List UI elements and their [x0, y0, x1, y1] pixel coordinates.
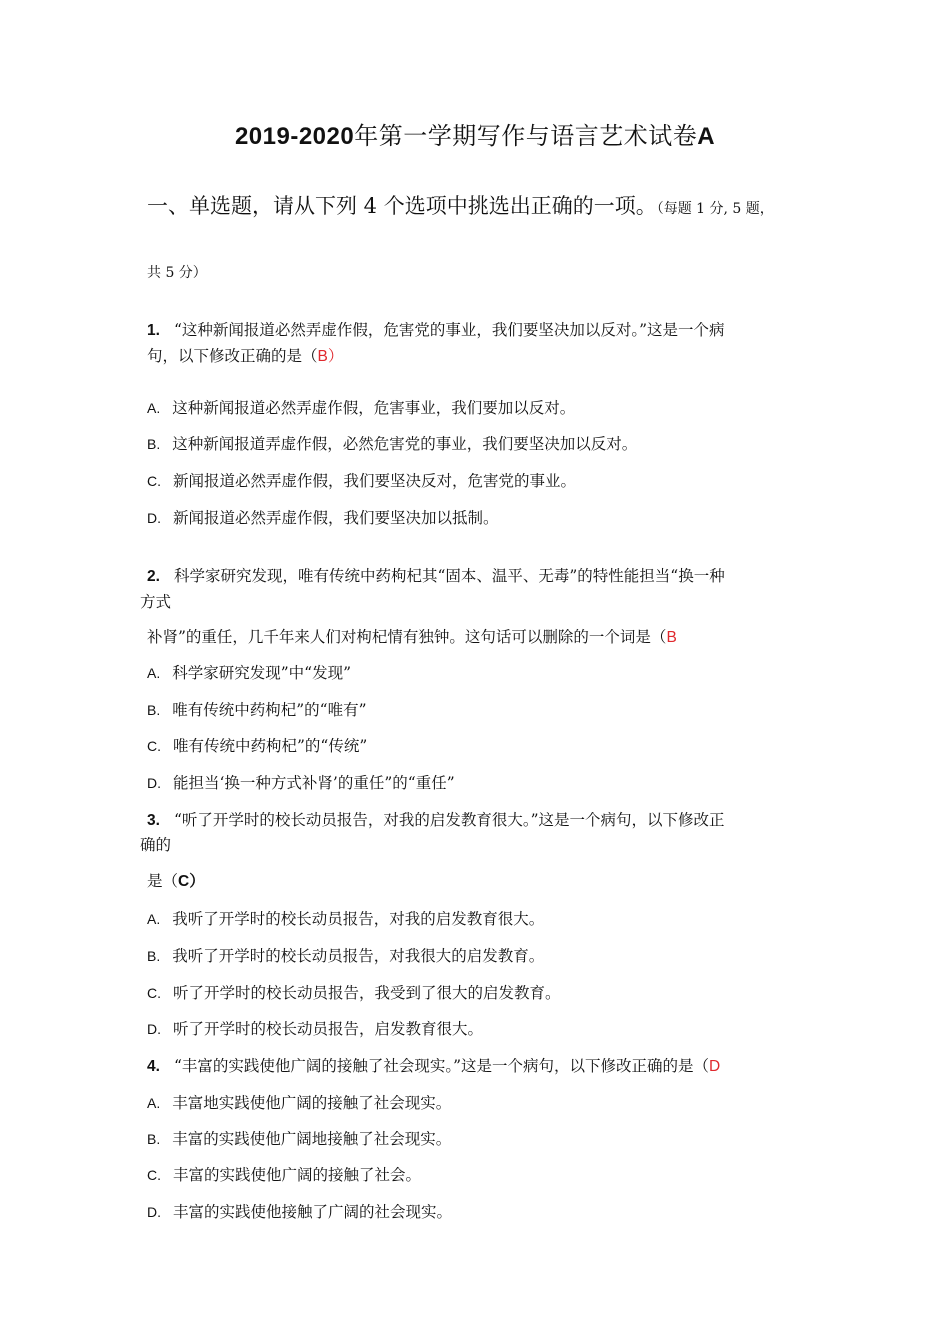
option-3d: [147, 1017, 483, 1039]
title-text: 年第一学期写作与语言艺术试卷: [354, 122, 698, 150]
option-text: 我听了开学时的校长动员报告，对我很大的启发教育。: [172, 947, 545, 965]
option-2b: [147, 698, 367, 720]
option-text: 丰富地实践使他广阔的接触了社会现实。: [172, 1094, 452, 1112]
option-3b: [147, 944, 544, 966]
option-label: C.: [147, 738, 161, 754]
option-label: C.: [147, 473, 161, 489]
option-4a: [147, 1091, 451, 1113]
section-heading: [147, 190, 774, 220]
option-label: B.: [147, 1131, 161, 1147]
answer-mark: B）: [317, 348, 344, 365]
option-text: 科学家研究发现”中“发现”: [172, 664, 352, 682]
option-label: D.: [147, 1021, 161, 1037]
question-4-line1: [147, 1054, 720, 1076]
option-text: 丰富的实践使他接触了广阔的社会现实。: [173, 1203, 453, 1221]
option-4d: [147, 1200, 452, 1222]
option-4b: [147, 1127, 451, 1149]
option-label: A.: [147, 665, 161, 681]
option-2a: [147, 661, 351, 683]
question-2-line3: [147, 625, 677, 647]
section-main: 一、单选题，请从下列 4 个选项中挑选出正确的一项。: [147, 194, 657, 218]
option-text: 唯有传统中药枸杞”的“唯有”: [172, 701, 367, 719]
question-1-line1: [147, 318, 725, 340]
option-3a: [147, 907, 544, 929]
question-text: 确的: [140, 836, 172, 854]
question-text: 是（: [147, 872, 179, 890]
option-label: C.: [147, 1167, 161, 1183]
option-label: A.: [147, 911, 161, 927]
option-2c: [147, 734, 367, 756]
option-text: 新闻报道必然弄虚作假，我们要坚决加以抵制。: [173, 509, 499, 527]
option-1d: [147, 506, 499, 528]
option-text: 唯有传统中药枸杞”的“传统”: [173, 737, 368, 755]
section-note: （每题 1 分, 5 题，: [656, 201, 774, 217]
option-label: B.: [147, 948, 161, 964]
question-3-line1: [147, 808, 725, 830]
option-3c: [147, 981, 561, 1003]
question-text: 科学家研究发现，唯有传统中药枸杞其“固本、温平、无毒”的特性能担当“换一种: [173, 567, 725, 585]
question-2-line2: [140, 590, 171, 612]
question-text: 句，以下修改正确的是（: [147, 347, 318, 365]
answer-mark: C）: [178, 873, 205, 890]
question-text: “这种新闻报道必然弄虚作假，危害党的事业，我们要坚决加以反对。”这是一个病: [173, 321, 725, 339]
question-1-line2: [147, 344, 343, 366]
question-number: 4.: [147, 1058, 160, 1075]
question-number: 1.: [147, 322, 160, 339]
question-text: “丰富的实践使他广阔的接触了社会现实。”这是一个病句，以下修改正确的是（: [173, 1057, 710, 1075]
option-1c: [147, 469, 576, 491]
option-label: A.: [147, 1095, 161, 1111]
option-4c: [147, 1163, 421, 1185]
option-label: A.: [147, 400, 161, 416]
question-text: “听了开学时的校长动员报告，对我的启发教育很大。”这是一个病句，以下修改正: [173, 811, 725, 829]
question-number: 2.: [147, 568, 160, 585]
page-title: [0, 116, 950, 151]
title-year: 2019-2020: [234, 123, 355, 150]
title-suffix: A: [697, 123, 716, 150]
option-1b: [147, 432, 637, 454]
option-text: 这种新闻报道弄虚作假，必然危害党的事业，我们要坚决加以反对。: [172, 435, 638, 453]
option-label: B.: [147, 702, 161, 718]
option-text: 我听了开学时的校长动员报告，对我的启发教育很大。: [172, 910, 545, 928]
option-label: D.: [147, 1204, 161, 1220]
section-note-cont: 共 5 分）: [147, 265, 207, 281]
option-label: B.: [147, 436, 161, 452]
question-text: 方式: [140, 593, 172, 611]
answer-mark: D: [709, 1058, 721, 1075]
option-text: 听了开学时的校长动员报告，我受到了很大的启发教育。: [173, 984, 561, 1002]
question-2-line1: [147, 564, 725, 586]
question-text: 补肾”的重任，几千年来人们对枸杞情有独钟。这句话可以删除的一个词是（: [147, 628, 667, 646]
question-3-line2: [140, 833, 171, 855]
option-text: 这种新闻报道必然弄虚作假，危害事业，我们要加以反对。: [172, 399, 576, 417]
answer-mark: B: [666, 629, 677, 646]
option-text: 丰富的实践使他广阔地接触了社会现实。: [172, 1130, 452, 1148]
option-label: C.: [147, 985, 161, 1001]
option-text: 能担当‘换一种方式补肾’的重任”的“重任”: [173, 774, 455, 792]
option-1a: [147, 396, 575, 418]
option-label: D.: [147, 510, 161, 526]
question-number: 3.: [147, 812, 160, 829]
option-2d: [147, 771, 455, 793]
option-text: 丰富的实践使他广阔的接触了社会。: [173, 1166, 422, 1184]
option-text: 新闻报道必然弄虚作假，我们要坚决反对，危害党的事业。: [173, 472, 577, 490]
question-3-line3: [147, 869, 205, 891]
option-label: D.: [147, 775, 161, 791]
option-text: 听了开学时的校长动员报告，启发教育很大。: [173, 1020, 484, 1038]
